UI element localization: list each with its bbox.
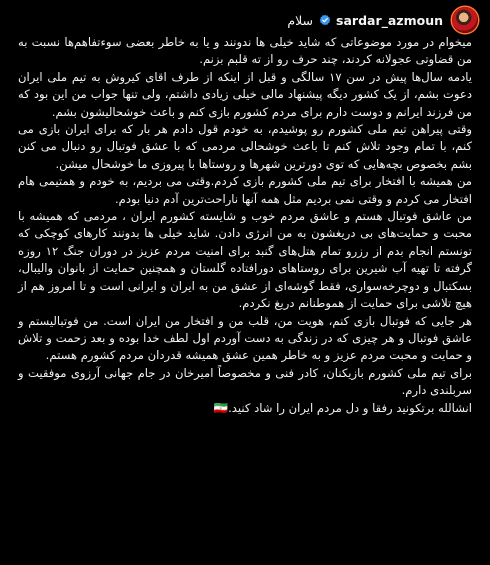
- caption-paragraph: من عاشق فوتبال هستم و عاشق مردم خوب و شایسته کشورم ایران ، مردمی که همیشه با محبت و حمایت‌های بی دریغشون به من انرژی دادن. شاید خیلی ها بدونند کارهای کوچکی که تونستم انجام بدم از رزرو تمام هتل‌های گنبد برای امنیت مردم عزیز در دوران جنگ ۱۲ روزه گرفته تا تهیه آب شیرین برای روستاهای دورافتاده گلستان و همچنین حمایت از بانوان والیبال، بسکتبال و دوچرخه‌سواری، فقط گوشه‌ای از عشق من به ایران و ایرانی است و تا امروز هم از هیچ تلاشی برای حمایت از هموطنانم دریغ نکردم.: [18, 209, 472, 311]
- caption-paragraph: وقتی پیراهن تیم ملی کشورم رو پوشیدم، به خودم قول دادم هر بار که برای ایران بازی می کنم، با تمام وجود تلاش کنم تا باعث خوشحالی مردمی که با عشق فوتبال رو دنبال می کنن بشم بخصوص بچه‌هایی که توی دورترین شهرها و روستاها با پیروزی ما خوشحال میشن.: [18, 122, 472, 171]
- caption-paragraph: میخوام در مورد موضوعاتی که شاید خیلی ها ندونند و یا به خاطر بعضی سوءتفاهم‌ها نسبت به من قضاوتی عجولانه کردند، چند حرف رو از ته قلبم بزنم.: [18, 35, 472, 67]
- profile-avatar[interactable]: [452, 7, 478, 33]
- post-header: [8, 6, 478, 34]
- caption-paragraph: من همیشه با افتخار برای تیم ملی کشورم بازی کردم.وقتی می بردیم، به خودم و همتیمی هام افتخار می کردم و وقتی نمی بردیم مثل همه آنها ناراحت‌ترین آدم دنیا بودم.: [18, 174, 472, 206]
- verified-badge-icon: [319, 14, 331, 26]
- caption-paragraph: انشالله برتکونید رفقا و دل مردم ایران را شاد کنید.🇮🇷: [213, 400, 472, 415]
- caption-paragraph: برای تیم ملی کشورم بازیکنان، کادر فنی و مخصوصاً امیرخان در جام جهانی آرزوی موفقیت و سربلندی دارم.: [18, 365, 472, 398]
- greeting-text: سلام: [287, 12, 314, 28]
- caption-paragraph: هر جایی که فوتبال بازی کنم، هویت من، قلب من و افتخار من ایران است. من فوتبالیستم و عاشق فوتبال و هر چیزی که در زندگی به دست آوردم اول لطف خدا بوده و بعد زحمت و تلاش و حمایت و محبت مردم عزیز و به خاطر همین عشق همیشه قدردان مردم کشورم هستم.: [18, 313, 472, 363]
- caption-body: [8, 34, 478, 417]
- caption-paragraph: یادمه سال‌ها پیش در سن ۱۷ سالگی و قبل از اینکه از طرف اقای کیروش به تیم ملی ایران دعوت بشم، از یک کشور دیگه پیشنهاد مالی خیلی زیادی داشتم، ولی تنها جواب من این بود که من فرزند ایرانم و دوست دارم برای مردم کشورم بازی کنم و باعث خوشحالیشون بشم.: [18, 69, 473, 119]
- username-link[interactable]: sardar_azmoun: [336, 12, 443, 28]
